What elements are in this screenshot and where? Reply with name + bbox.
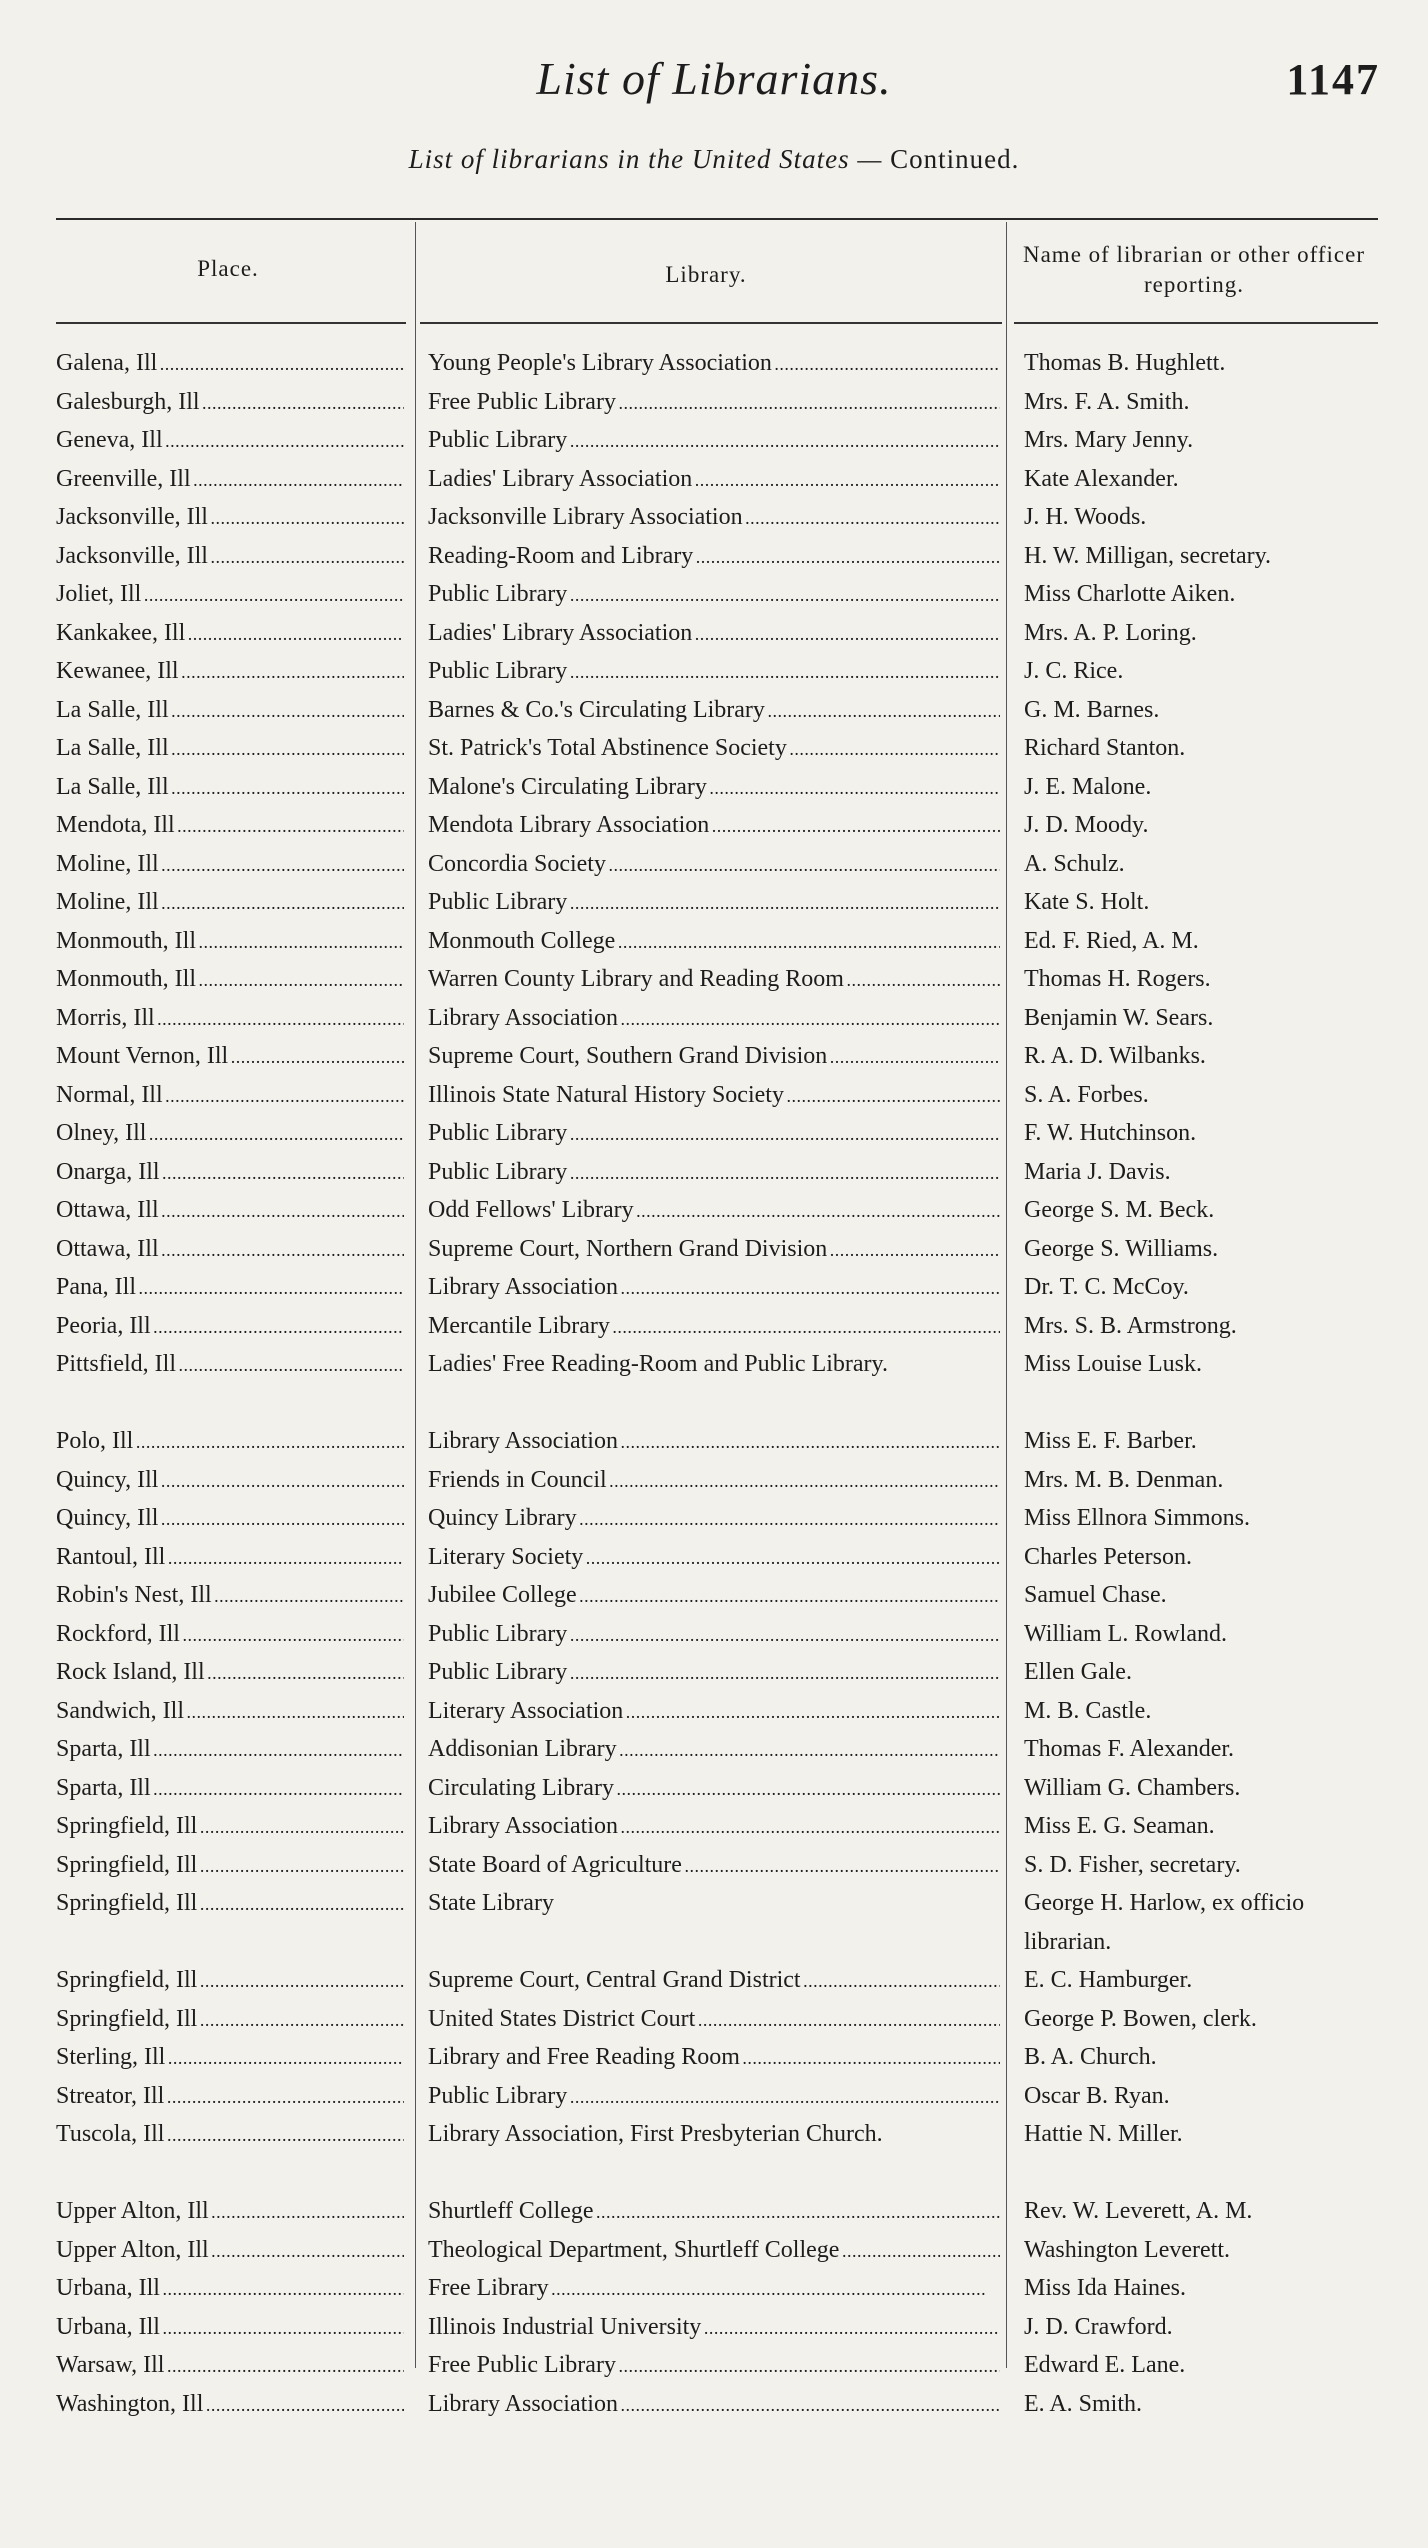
table-row bbox=[0, 1037, 1428, 1076]
cell-librarian: Miss Charlotte Aiken. bbox=[1024, 581, 1236, 607]
table-row bbox=[0, 1576, 1428, 1615]
table-row bbox=[0, 1268, 1428, 1307]
cell-librarian: Rev. W. Leverett, A. M. bbox=[1024, 2198, 1253, 2224]
cell-librarian: Thomas B. Hughlett. bbox=[1024, 350, 1226, 376]
cell-place: Ottawa, Ill . . . bbox=[56, 1191, 404, 1231]
cell-library: Jubilee College . . . bbox=[428, 1576, 1000, 1616]
header-rule bbox=[420, 322, 1002, 324]
cell-library: Literary Association . . . bbox=[428, 1692, 1000, 1732]
page-title: List of Librarians. bbox=[536, 53, 892, 104]
cell-library: Public Library . . . bbox=[428, 1153, 1000, 1193]
cell-place: Rock Island, Ill . . . bbox=[56, 1653, 404, 1693]
cell-library: State Library bbox=[428, 1890, 554, 1916]
cell-place: Monmouth, Ill . . . bbox=[56, 960, 404, 1000]
cell-librarian: Mrs. F. A. Smith. bbox=[1024, 388, 1190, 415]
cell-librarian: J. D. Crawford. bbox=[1024, 2313, 1173, 2340]
cell-librarian: J. C. Rice. bbox=[1024, 658, 1124, 684]
cell-librarian: S. A. Forbes. bbox=[1024, 1081, 1149, 1108]
cell-librarian: Washington Leverett. bbox=[1024, 2236, 1231, 2263]
cell-librarian: Edward E. Lane. bbox=[1024, 2352, 1186, 2378]
cell-place: Ottawa, Ill . . . bbox=[56, 1230, 404, 1270]
table-row bbox=[0, 2385, 1428, 2424]
table-row bbox=[0, 498, 1428, 537]
table-row bbox=[0, 1884, 1428, 1961]
cell-place: Washington, Ill . . . bbox=[56, 2385, 404, 2425]
cell-place: Galena, Ill . . . bbox=[56, 344, 404, 384]
subtitle-italic: List of librarians in the United States — bbox=[408, 144, 883, 174]
table-row bbox=[0, 460, 1428, 499]
cell-librarian: Mrs. S. B. Armstrong. bbox=[1024, 1312, 1237, 1339]
cell-library: Library Association . . . bbox=[428, 999, 1000, 1039]
table-row bbox=[0, 344, 1428, 383]
cell-librarian: George H. Harlow, ex officio librarian. bbox=[1024, 1890, 1305, 1955]
cell-library: Illinois State Natural History Society . . . bbox=[428, 1076, 1000, 1116]
cell-librarian: George P. Bowen, clerk. bbox=[1024, 2005, 1257, 2032]
cell-library: Young People's Library Association . . . bbox=[428, 344, 1000, 384]
cell-library: Addisonian Library . . . bbox=[428, 1730, 1000, 1770]
table-row bbox=[0, 537, 1428, 576]
cell-place: La Salle, Ill . . . bbox=[56, 691, 404, 731]
cell-librarian: Samuel Chase. bbox=[1024, 1582, 1167, 1608]
table-row bbox=[0, 1692, 1428, 1731]
cell-place: Moline, Ill . . . bbox=[56, 883, 404, 923]
cell-librarian: Miss Ellnora Simmons. bbox=[1024, 1505, 1251, 1531]
cell-library: St. Patrick's Total Abstinence Society . . . bbox=[428, 729, 1000, 769]
cell-library: Public Library . . . bbox=[428, 883, 1000, 923]
cell-library: Mercantile Library . . . bbox=[428, 1307, 1000, 1347]
cell-librarian: Mrs. Mary Jenny. bbox=[1024, 427, 1194, 453]
cell-place: Springfield, Ill . . . bbox=[56, 1807, 404, 1847]
table-row bbox=[0, 383, 1428, 422]
table-row bbox=[0, 1615, 1428, 1654]
cell-library: Shurtleff College . . . bbox=[428, 2192, 1000, 2232]
cell-place: Rockford, Ill . . . bbox=[56, 1615, 404, 1655]
cell-place: Monmouth, Ill . . . bbox=[56, 922, 404, 962]
table-row bbox=[0, 768, 1428, 807]
cell-library: Illinois Industrial University . . . bbox=[428, 2308, 1000, 2348]
cell-place: Mount Vernon, Ill . . . bbox=[56, 1037, 404, 1077]
table-row bbox=[0, 1769, 1428, 1808]
table-row bbox=[0, 1422, 1428, 1461]
running-head bbox=[0, 52, 1428, 112]
cell-library: Public Library . . . bbox=[428, 575, 1000, 615]
cell-place: Springfield, Ill . . . bbox=[56, 1846, 404, 1886]
cell-librarian: Miss Ida Haines. bbox=[1024, 2275, 1186, 2301]
table-row bbox=[0, 1307, 1428, 1346]
table-row bbox=[0, 845, 1428, 884]
cell-librarian: Ed. F. Ried, A. M. bbox=[1024, 927, 1199, 954]
cell-place: Mendota, Ill . . . bbox=[56, 806, 404, 846]
cell-place: Morris, Ill . . . bbox=[56, 999, 404, 1039]
table-row bbox=[0, 2038, 1428, 2077]
cell-librarian: George S. M. Beck. bbox=[1024, 1197, 1215, 1223]
table-row bbox=[0, 614, 1428, 653]
table-row bbox=[0, 1114, 1428, 1153]
cell-library: Warren County Library and Reading Room . . . bbox=[428, 960, 1000, 1000]
librarian-table-body bbox=[0, 344, 1428, 2423]
table-row bbox=[0, 2115, 1428, 2192]
cell-library: Free Public Library . . . bbox=[428, 383, 1000, 423]
cell-librarian: Hattie N. Miller. bbox=[1024, 2121, 1183, 2147]
cell-librarian: Kate S. Holt. bbox=[1024, 889, 1150, 915]
table-row bbox=[0, 2346, 1428, 2385]
cell-library: Library Association . . . bbox=[428, 1422, 1000, 1462]
cell-place: Olney, Ill . . . bbox=[56, 1114, 404, 1154]
cell-librarian: Charles Peterson. bbox=[1024, 1543, 1192, 1570]
cell-place: Robin's Nest, Ill . . . bbox=[56, 1576, 404, 1616]
cell-librarian: George S. Williams. bbox=[1024, 1235, 1219, 1262]
cell-librarian: Thomas F. Alexander. bbox=[1024, 1736, 1235, 1762]
cell-librarian: Dr. T. C. McCoy. bbox=[1024, 1274, 1189, 1300]
table-row bbox=[0, 2269, 1428, 2308]
cell-library: Free Public Library . . . bbox=[428, 2346, 1000, 2386]
cell-library: Supreme Court, Southern Grand Division . . . bbox=[428, 1037, 1000, 1077]
cell-librarian: Mrs. M. B. Denman. bbox=[1024, 1466, 1224, 1493]
cell-place: Normal, Ill . . . bbox=[56, 1076, 404, 1116]
table-row bbox=[0, 1230, 1428, 1269]
cell-librarian: Richard Stanton. bbox=[1024, 735, 1186, 761]
cell-place: Tuscola, Ill . . . bbox=[56, 2115, 404, 2155]
header-rule bbox=[56, 322, 406, 324]
cell-library: Library and Free Reading Room . . . bbox=[428, 2038, 1000, 2078]
cell-place: Greenville, Ill . . . bbox=[56, 460, 404, 500]
table-row bbox=[0, 1191, 1428, 1230]
cell-library: Friends in Council . . . bbox=[428, 1461, 1000, 1501]
cell-library: Mendota Library Association . . . bbox=[428, 806, 1000, 846]
cell-librarian: Benjamin W. Sears. bbox=[1024, 1004, 1214, 1031]
table-row bbox=[0, 2192, 1428, 2231]
header-rule bbox=[1014, 322, 1378, 324]
cell-library: Library Association . . . bbox=[428, 1268, 1000, 1308]
cell-library: Public Library . . . bbox=[428, 1114, 1000, 1154]
table-row bbox=[0, 421, 1428, 460]
cell-place: Jacksonville, Ill . . . bbox=[56, 498, 404, 538]
cell-library: Theological Department, Shurtleff College . . . bbox=[428, 2231, 1000, 2271]
cell-place: Jacksonville, Ill . . . bbox=[56, 537, 404, 577]
cell-place: Peoria, Ill . . . bbox=[56, 1307, 404, 1347]
cell-library: Ladies' Library Association . . . bbox=[428, 614, 1000, 654]
table-row bbox=[0, 883, 1428, 922]
cell-place: Polo, Ill . . . bbox=[56, 1422, 404, 1462]
cell-library: Malone's Circulating Library . . . bbox=[428, 768, 1000, 808]
cell-library: United States District Court . . . bbox=[428, 2000, 1000, 2040]
cell-library: State Board of Agriculture . . . bbox=[428, 1846, 1000, 1886]
page-number: 1147 bbox=[1286, 55, 1380, 104]
cell-librarian: A. Schulz. bbox=[1024, 850, 1125, 877]
cell-librarian: William G. Chambers. bbox=[1024, 1774, 1241, 1801]
table-row bbox=[0, 1499, 1428, 1538]
table-row bbox=[0, 1538, 1428, 1577]
cell-library: Library Association, First Presbyterian Church. bbox=[428, 2121, 883, 2147]
cell-place: Onarga, Ill . . . bbox=[56, 1153, 404, 1193]
cell-place: La Salle, Ill . . . bbox=[56, 729, 404, 769]
cell-librarian: Miss Louise Lusk. bbox=[1024, 1351, 1203, 1377]
table-row bbox=[0, 691, 1428, 730]
cell-library: Public Library . . . bbox=[428, 652, 1000, 692]
table-row bbox=[0, 1345, 1428, 1422]
cell-place: Warsaw, Ill . . . bbox=[56, 2346, 404, 2386]
table-row bbox=[0, 960, 1428, 999]
table-row bbox=[0, 2231, 1428, 2270]
cell-library: Concordia Society . . . bbox=[428, 845, 1000, 885]
table-subtitle bbox=[0, 144, 1428, 175]
table-row bbox=[0, 806, 1428, 845]
subtitle-continued: Continued. bbox=[882, 144, 1020, 174]
cell-place: La Salle, Ill . . . bbox=[56, 768, 404, 808]
cell-library: Public Library . . . bbox=[428, 1615, 1000, 1655]
cell-library: Public Library . . . bbox=[428, 421, 1000, 461]
cell-place: Pana, Ill . . . bbox=[56, 1268, 404, 1308]
cell-librarian: S. D. Fisher, secretary. bbox=[1024, 1851, 1241, 1878]
cell-librarian: William L. Rowland. bbox=[1024, 1620, 1228, 1647]
table-row bbox=[0, 1653, 1428, 1692]
cell-librarian: Miss E. F. Barber. bbox=[1024, 1428, 1197, 1454]
cell-place: Kankakee, Ill . . . bbox=[56, 614, 404, 654]
cell-librarian: G. M. Barnes. bbox=[1024, 696, 1160, 723]
table-row bbox=[0, 999, 1428, 1038]
cell-library: Supreme Court, Central Grand District . . . bbox=[428, 1961, 1000, 2001]
cell-place: Rantoul, Ill . . . bbox=[56, 1538, 404, 1578]
top-rule bbox=[56, 218, 1378, 220]
cell-place: Sparta, Ill . . . bbox=[56, 1730, 404, 1770]
column-header-name: Name of librarian or other officer reporting. bbox=[1022, 242, 1366, 297]
cell-place: Galesburgh, Ill . . . bbox=[56, 383, 404, 423]
cell-place: Quincy, Ill . . . bbox=[56, 1499, 404, 1539]
cell-librarian: J. H. Woods. bbox=[1024, 504, 1147, 530]
table-row bbox=[0, 1076, 1428, 1115]
cell-library: Jacksonville Library Association . . . bbox=[428, 498, 1000, 538]
cell-place: Joliet, Ill . . . bbox=[56, 575, 404, 615]
table-row bbox=[0, 2077, 1428, 2116]
cell-librarian: R. A. D. Wilbanks. bbox=[1024, 1043, 1206, 1069]
cell-library: Public Library . . . bbox=[428, 2077, 1000, 2117]
cell-library: Library Association . . . bbox=[428, 2385, 1000, 2425]
cell-library: Free Library . . . bbox=[428, 2269, 1000, 2309]
table-row bbox=[0, 922, 1428, 961]
cell-library: Ladies' Library Association . . . bbox=[428, 460, 1000, 500]
table-row bbox=[0, 575, 1428, 614]
cell-librarian: Ellen Gale. bbox=[1024, 1659, 1132, 1685]
cell-library: Public Library . . . bbox=[428, 1653, 1000, 1693]
cell-librarian: H. W. Milligan, secretary. bbox=[1024, 542, 1272, 569]
table-row bbox=[0, 1461, 1428, 1500]
cell-place: Upper Alton, Ill . . . bbox=[56, 2231, 404, 2271]
cell-library: Supreme Court, Northern Grand Division . . . bbox=[428, 1230, 1000, 1270]
cell-library: Barnes & Co.'s Circulating Library . . . bbox=[428, 691, 1000, 731]
table-row bbox=[0, 2308, 1428, 2347]
cell-librarian: F. W. Hutchinson. bbox=[1024, 1120, 1197, 1146]
cell-librarian: Mrs. A. P. Loring. bbox=[1024, 619, 1197, 646]
cell-library: Quincy Library . . . bbox=[428, 1499, 1000, 1539]
cell-place: Kewanee, Ill . . . bbox=[56, 652, 404, 692]
cell-library: Odd Fellows' Library . . . bbox=[428, 1191, 1000, 1231]
table-row bbox=[0, 652, 1428, 691]
cell-librarian: B. A. Church. bbox=[1024, 2044, 1157, 2070]
cell-library: Ladies' Free Reading-Room and Public Library. bbox=[428, 1351, 888, 1377]
cell-librarian: M. B. Castle. bbox=[1024, 1697, 1152, 1724]
table-row bbox=[0, 1846, 1428, 1885]
cell-library: Monmouth College . . . bbox=[428, 922, 1000, 962]
cell-place: Streator, Ill . . . bbox=[56, 2077, 404, 2117]
cell-place: Springfield, Ill . . . bbox=[56, 1961, 404, 2001]
table-row bbox=[0, 2000, 1428, 2039]
table-row bbox=[0, 1730, 1428, 1769]
cell-place: Urbana, Ill . . . bbox=[56, 2308, 404, 2348]
cell-library: Reading-Room and Library . . . bbox=[428, 537, 1000, 577]
cell-place: Pittsfield, Ill . . . bbox=[56, 1345, 404, 1385]
cell-librarian: J. D. Moody. bbox=[1024, 812, 1149, 838]
cell-librarian: Kate Alexander. bbox=[1024, 465, 1179, 492]
cell-place: Moline, Ill . . . bbox=[56, 845, 404, 885]
cell-librarian: Thomas H. Rogers. bbox=[1024, 966, 1211, 992]
table-row bbox=[0, 729, 1428, 768]
cell-place: Springfield, Ill . . . bbox=[56, 1884, 404, 1924]
cell-librarian: Miss E. G. Seaman. bbox=[1024, 1813, 1215, 1839]
cell-librarian: Maria J. Davis. bbox=[1024, 1158, 1171, 1185]
cell-place: Sparta, Ill . . . bbox=[56, 1769, 404, 1809]
cell-place: Sandwich, Ill . . . bbox=[56, 1692, 404, 1732]
cell-place: Springfield, Ill . . . bbox=[56, 2000, 404, 2040]
column-header-place: Place. bbox=[197, 256, 259, 281]
table-row bbox=[0, 1807, 1428, 1846]
cell-library: Library Association . . . bbox=[428, 1807, 1000, 1847]
cell-library: Circulating Library . . . bbox=[428, 1769, 1000, 1809]
cell-place: Sterling, Ill . . . bbox=[56, 2038, 404, 2078]
cell-librarian: Oscar B. Ryan. bbox=[1024, 2082, 1170, 2109]
table-row bbox=[0, 1153, 1428, 1192]
cell-librarian: E. A. Smith. bbox=[1024, 2390, 1143, 2417]
column-header-library: Library. bbox=[665, 262, 747, 287]
cell-place: Quincy, Ill . . . bbox=[56, 1461, 404, 1501]
table-row bbox=[0, 1961, 1428, 2000]
cell-place: Urbana, Ill . . . bbox=[56, 2269, 404, 2309]
cell-place: Geneva, Ill . . . bbox=[56, 421, 404, 461]
cell-place: Upper Alton, Ill . . . bbox=[56, 2192, 404, 2232]
cell-library: Literary Society . . . bbox=[428, 1538, 1000, 1578]
cell-librarian: E. C. Hamburger. bbox=[1024, 1967, 1193, 1993]
cell-librarian: J. E. Malone. bbox=[1024, 773, 1152, 800]
